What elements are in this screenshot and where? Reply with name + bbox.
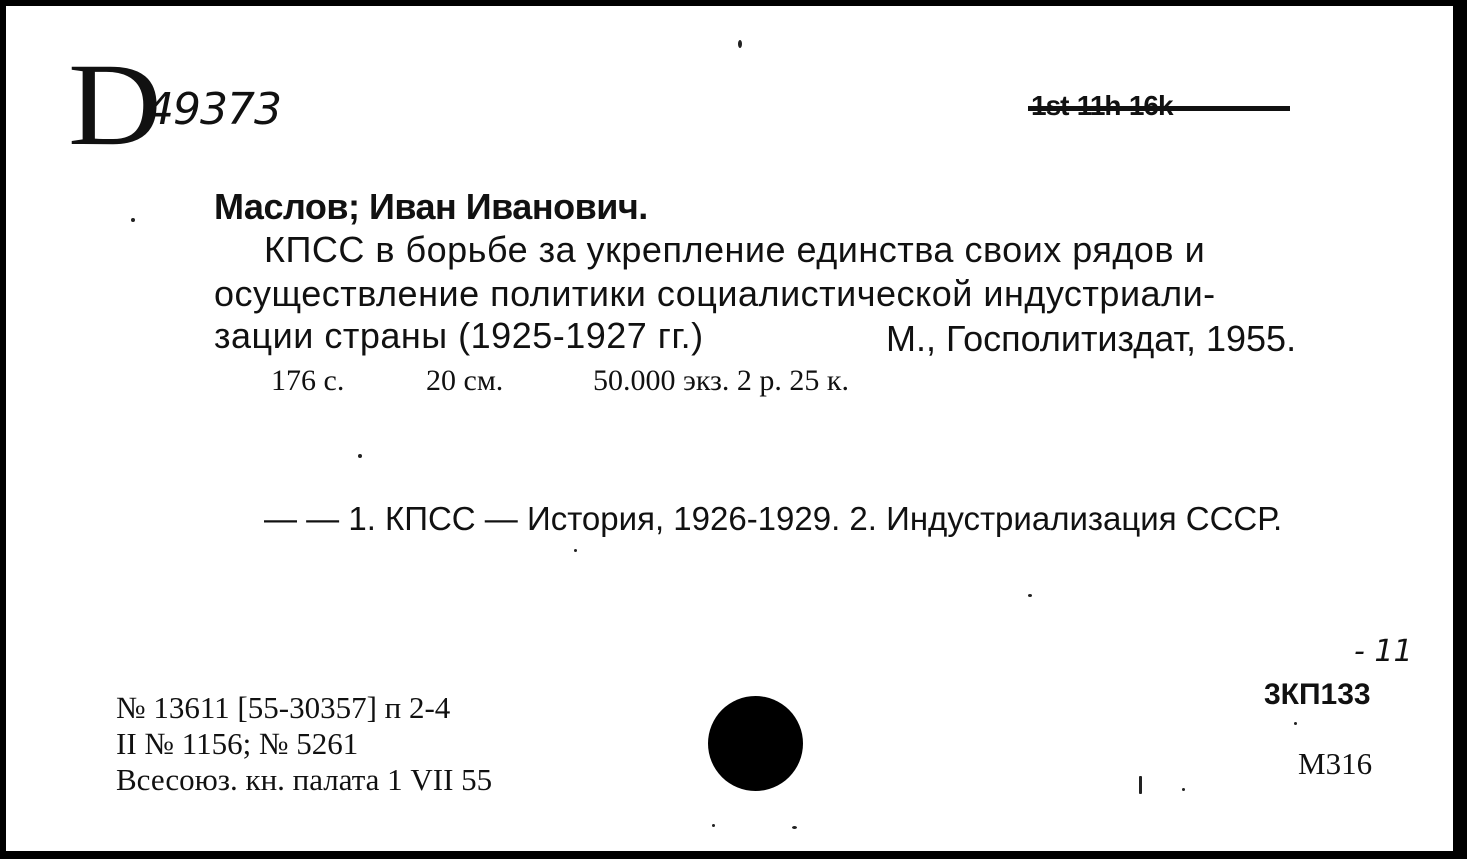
ink-speck — [131, 218, 135, 222]
ink-speck — [1139, 776, 1142, 794]
collation-copies-price: 50.000 экз. 2 р. 25 к. — [593, 364, 849, 397]
ink-speck — [738, 40, 742, 48]
ink-speck — [712, 824, 715, 827]
ink-speck — [1028, 594, 1032, 597]
cutter-number: М316 — [1298, 746, 1373, 781]
collation-pages: 176 с. — [271, 364, 345, 397]
punch-hole — [708, 696, 803, 791]
registration-line-1: № 13611 [55-30357] п 2-4 — [116, 690, 451, 725]
title-line-2: осуществление политики социалистической индустриали- — [214, 273, 1216, 314]
handwritten-mark: - 11 — [1354, 634, 1413, 669]
author-heading: Маслов; Иван Иванович. — [214, 186, 648, 227]
call-number: 49373 — [146, 84, 281, 135]
shelf-mark: 3КП133 — [1264, 678, 1371, 711]
title-line-1: КПСС в борьбе за укрепление единства своих рядов и — [264, 229, 1206, 270]
collation-size: 20 см. — [426, 364, 504, 397]
ink-speck — [358, 454, 362, 458]
subject-headings: — — 1. КПСС — История, 1926-1929. 2. Индустриализация СССР. — [264, 500, 1283, 537]
catalog-card — [6, 6, 1453, 851]
ink-speck — [792, 826, 797, 829]
registration-line-3: Всесоюз. кн. палата 1 VII 55 — [116, 762, 493, 797]
strike-through-line — [1028, 106, 1290, 111]
registration-line-2: II № 1156; № 5261 — [116, 726, 359, 761]
ink-speck — [1294, 722, 1297, 725]
title-line-3: зации страны (1925-1927 гг.) — [214, 315, 704, 356]
ink-speck — [574, 549, 577, 552]
call-letter: D — [68, 39, 162, 170]
ink-speck — [1182, 788, 1185, 791]
publication-info: М., Госполитиздат, 1955. — [886, 318, 1297, 359]
